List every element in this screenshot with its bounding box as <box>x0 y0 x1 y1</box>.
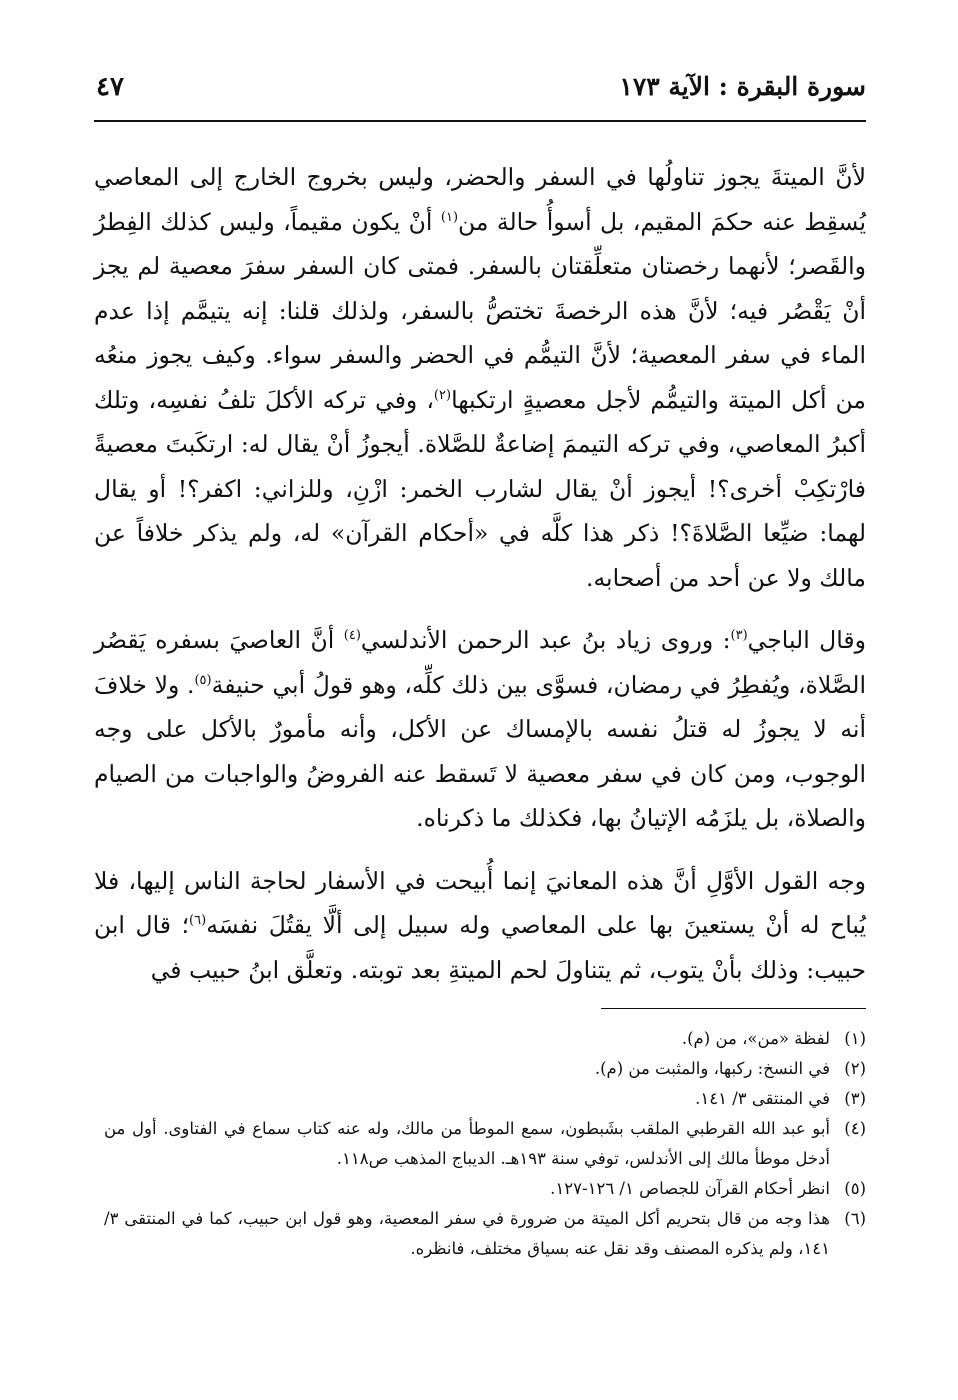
paragraph-text: ، وفي تركه الأكلَ تلفُ نفسِه، وتلك أكبرُ المعاصي، وفي تركه التيممَ إضاعةٌ للصَّلاة. أيجوزُ أنْ يقال له: ارتكَبتَ معصيةً فارْتكِبْ أخرى؟! أيجوز أنْ يقال لشارب الخمر: ازْنِ، وللزاني: اكفر؟! أو يقال لهما: ضيِّعا الصَّلاةَ؟! ذكر هذا كلَّه في «أحكام القرآن» له، ولم يذكر خلافاً عن مالك ولا عن أحد من أصحابه. <box>94 385 866 592</box>
footnote-text: في النسخ: ركبها، والمثبت من (م). <box>594 1059 830 1078</box>
main-text <box>94 155 866 992</box>
page-number: ٤٧ <box>96 72 124 102</box>
header-rule <box>94 120 866 122</box>
paragraph-text: أنَّ العاصيَ بسفره يَقصُر الصَّلاة، ويُفطِرُ في رمضان، فسوَّى بين ذلك كلِّه، وهو قولُ أبي حنيفة <box>94 626 866 699</box>
footnote-number: (٥) <box>844 1179 866 1198</box>
page-header <box>94 72 866 118</box>
footnote-separator <box>601 1008 866 1009</box>
footnote-number: (٦) <box>844 1209 866 1228</box>
paragraph-text: : وروى زياد بنُ عبد الرحمن الأندلسي <box>360 626 731 654</box>
footnote-text: انظر أحكام القرآن للجصاص ١/ ١٢٦-١٢٧. <box>550 1179 830 1198</box>
footnote-marker[interactable]: (٤) <box>343 628 361 644</box>
footnote-marker[interactable]: (١) <box>440 209 459 225</box>
paragraph-text: . ولا خلافَ أنه لا يجوزُ له قتلُ نفسه بالإمساك عن الأكل، وأنه مأمورٌ بالأكل على وجه الوجوب، ومن كان في سفر معصية لا تَسقط عنه الفروضُ والواجبات من الصيام والصلاة، بل يلزَمُه الإتيانُ بها، فكذلك ما ذكرناه. <box>94 670 866 832</box>
footnote-marker[interactable]: (٢) <box>433 387 452 403</box>
paragraph-text: وجه القول الأوَّلِ أنَّ هذه المعانيَ إنما أُبيحت في الأسفار لحاجة الناس إليها، فلا يُباح له أنْ يستعينَ بها على المعاصي وله سبيل إلى ألَّا يقتُلَ نفسَه <box>94 866 866 939</box>
footnote-text: في المنتقى ٣/ ١٤١. <box>695 1089 830 1108</box>
footnote-marker[interactable]: (٣) <box>730 628 748 644</box>
body-paragraph <box>94 155 866 600</box>
footnote-text: هذا وجه من قال بتحريم أكل الميتة من ضرورة في سفر المعصية، وهو قول ابن حبيب، كما في المنتقى ٣/ ١٤١، ولم يذكره المصنف وقد نقل عنه بسياق مختلف، فانظره. <box>104 1209 830 1258</box>
paragraph-text: ؛ قال ابن حبيب: وذلك بأنْ يتوب، ثم يتناولَ لحم الميتةِ بعد توبته. وتعلَّق ابنُ حبيب في <box>94 911 866 984</box>
paragraph-text: أنْ يكون مقيماً، وليس كذلك الفِطرُ والقَصر؛ لأنهما رخصتان متعلِّقتان بالسفر. فمتى كان السفر سفرَ معصية لم يجز أنْ يَقْصُر فيه؛ لأنَّ هذه الرخصةَ تختصُّ بالسفر، ولذلك قلنا: إنه يتيمَّم إذا عدم الماء في سفر المعصية؛ لأنَّ التيمُّم في الحضر والسفر سواء. وكيف يجوز منعُه من أكل الميتة والتيمُّم لأجل معصيةٍ ارتكبها <box>94 207 867 414</box>
paragraph-text: لأنَّ الميتةَ يجوز تناولُها في السفر والحضر، وليس بخروج الخارج إلى المعاصي يُسقِط عنه حكمَ المقيم، بل أسوأُ حالة من <box>94 163 866 236</box>
body-paragraph <box>94 618 866 841</box>
footnote-text: لفظة «من»، من (م). <box>681 1029 830 1048</box>
paragraph-text: وقال الباجي <box>747 626 866 654</box>
footnote <box>104 1114 866 1174</box>
footnote-number: (٣) <box>844 1089 866 1108</box>
footnote <box>104 1174 866 1204</box>
footnote <box>104 1054 866 1084</box>
footnotes <box>104 1024 866 1264</box>
running-title: سورة البقرة : الآية ١٧٣ <box>619 72 866 101</box>
footnote-number: (٢) <box>844 1059 866 1078</box>
footnote <box>104 1024 866 1054</box>
footnote-marker[interactable]: (٦) <box>189 913 207 929</box>
footnote-marker[interactable]: (٥) <box>194 672 212 688</box>
footnote <box>104 1204 866 1264</box>
footnote-text: أبو عبد الله القرطبي الملقب بشَبطون، سمع الموطأ من مالك، وله عنه كتاب سماع في الفتاوى. أول من أدخل موطأ مالك إلى الأندلس، توفي سنة ١٩٣هـ. الديباج المذهب ص١١٨. <box>104 1119 830 1168</box>
footnote-number: (٤) <box>844 1119 866 1138</box>
body-paragraph <box>94 859 866 993</box>
footnote <box>104 1084 866 1114</box>
footnote-number: (١) <box>844 1029 866 1048</box>
